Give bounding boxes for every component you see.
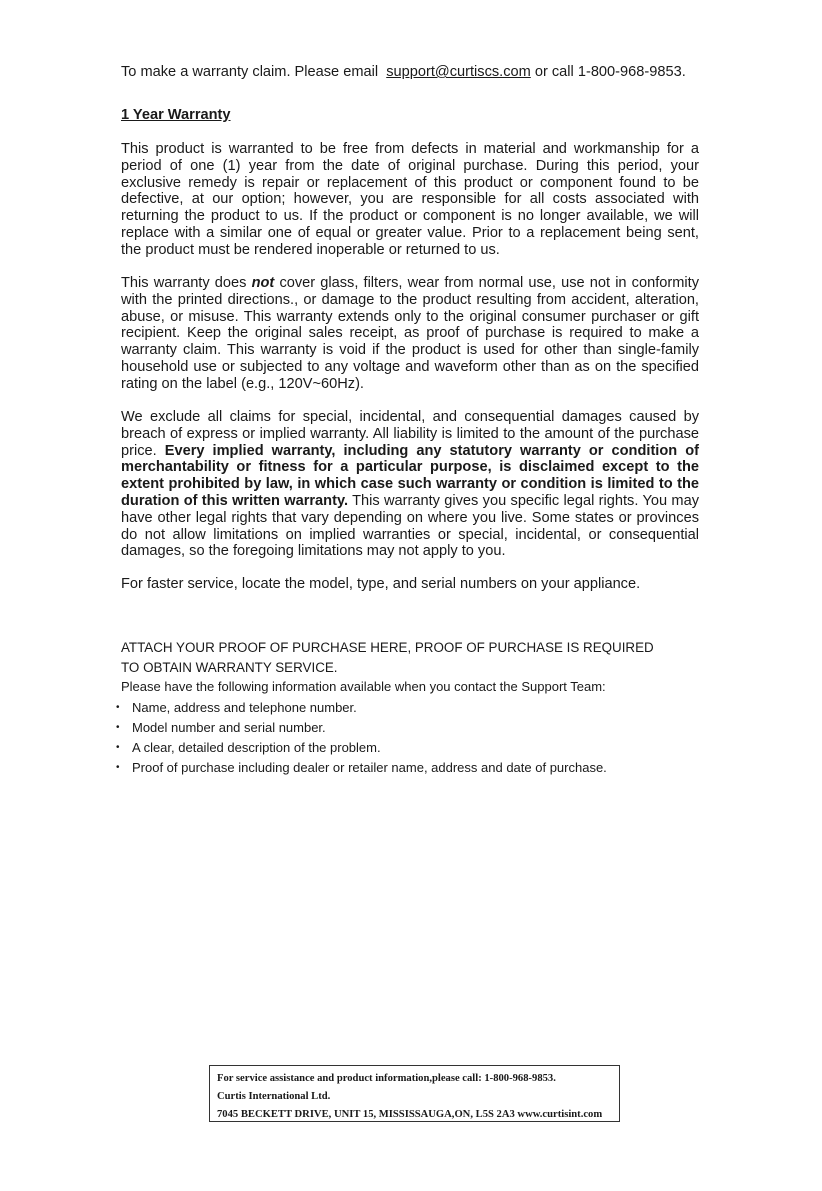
liability-start: We exclude all claims for special, incidental, and consequential damages caused by breach of express or implied warranty. All liability is limited to the amount of the purchase price. bbox=[121, 409, 699, 459]
proof-of-purchase-notice bbox=[121, 638, 721, 678]
intro-phone-text: or call 1-800-968-9853. bbox=[534, 64, 686, 80]
company-name: Curtis International Ltd. bbox=[217, 1091, 331, 1102]
warranty-claim-intro bbox=[121, 64, 711, 80]
liability-rest: This warranty gives you specific legal rights. You may have other legal rights that vary depending on where you live. Some states or provinces do not allow limitations on implied warranties or special, incidental, or consequential damages, so the foregoing limitations may not apply to you. bbox=[121, 492, 699, 560]
attach-line-1: ATTACH YOUR PROOF OF PURCHASE HERE, PROOF OF PURCHASE IS REQUIRED bbox=[121, 640, 654, 655]
required-info-list bbox=[116, 698, 607, 778]
list-item: • Proof of purchase including dealer or retailer name, address and date of purchase. bbox=[116, 758, 607, 778]
service-contact-box bbox=[209, 1065, 620, 1122]
support-info-intro: Please have the following information available when you contact the Support Team: bbox=[121, 679, 606, 694]
bullet-icon: • bbox=[116, 762, 120, 773]
exclusions-start: This warranty does bbox=[121, 275, 247, 291]
bullet-icon: • bbox=[116, 742, 120, 753]
intro-text: To make a warranty claim. Please email bbox=[121, 64, 379, 80]
service-phone-line: For service assistance and product information,please call: 1-800-968-9853. bbox=[217, 1073, 556, 1084]
liability-paragraph bbox=[121, 409, 699, 560]
warranty-heading: 1 Year Warranty bbox=[121, 107, 231, 123]
not-emphasis: not bbox=[251, 275, 275, 291]
exclusions-rest: cover glass, filters, wear from normal use, use not in conformity with the printed directions., or damage to the product resulting from accident, alteration, abuse, or misuse. This warranty extends only to the original consumer purchaser or gift recipient. Keep the original sales receipt, as proof of purchase is required to make a warranty claim. This warranty is void if the product is used for other than single-family household use or subjected to any voltage and waveform other than as on the specified rating on the label (e.g., 120V~60Hz). bbox=[121, 275, 699, 392]
warranty-terms-paragraph: This product is warranted to be free from defects in material and workmanship for a period of one (1) year from the date of original purchase. During this period, your exclusive remedy is repair or replacement of this product or component found to be defective, at our option; however, you are responsible for all costs associated with returning the product to us. If the product or component is no longer available, we will replace with a similar one of equal or greater value. Prior to a replacement being sent, the product must be rendered inoperable or returned to us. bbox=[121, 141, 699, 258]
support-email-link[interactable]: support@curtiscs.com bbox=[386, 64, 531, 80]
attach-line-2: TO OBTAIN WARRANTY SERVICE. bbox=[121, 660, 338, 675]
faster-service-note: For faster service, locate the model, type, and serial numbers on your appliance. bbox=[121, 576, 641, 592]
warranty-exclusions-paragraph bbox=[121, 275, 699, 393]
company-address: 7045 BECKETT DRIVE, UNIT 15, MISSISSAUGA,ON, L5S 2A3 www.curtisint.com bbox=[217, 1109, 603, 1120]
list-item: • Model number and serial number. bbox=[116, 718, 607, 738]
list-item: • A clear, detailed description of the problem. bbox=[116, 738, 607, 758]
bullet-icon: • bbox=[116, 702, 120, 713]
bullet-icon: • bbox=[116, 722, 120, 733]
implied-warranty-disclaimer: Every implied warranty, including any statutory warranty or condition of merchantability or fitness for a particular purpose, is disclaimed except to the extent prohibited by law, in which case such warranty or condition is limited to the duration of this written warranty. bbox=[121, 442, 699, 509]
list-item: • Name, address and telephone number. bbox=[116, 698, 607, 718]
